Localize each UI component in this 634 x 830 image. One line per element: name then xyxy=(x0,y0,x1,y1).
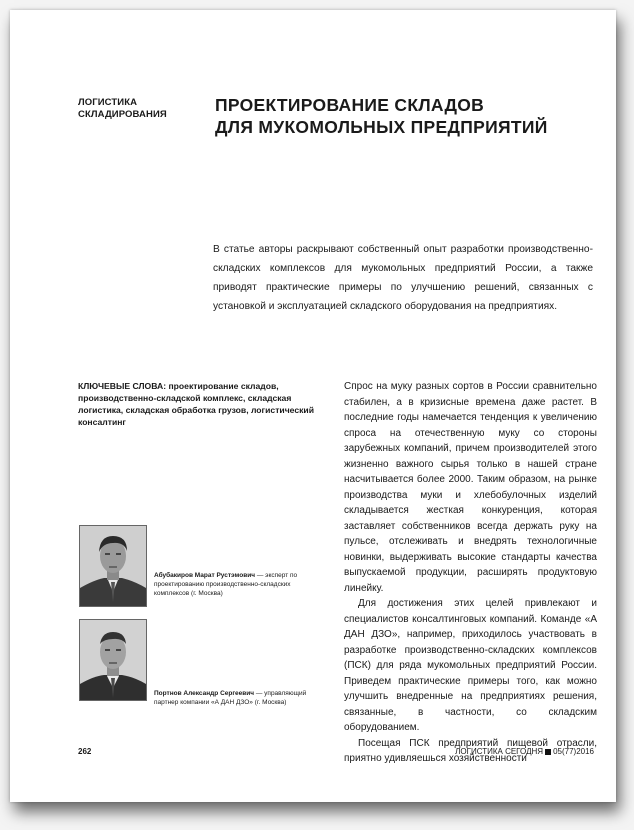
section-label xyxy=(78,97,167,121)
square-bullet-icon xyxy=(545,749,551,755)
article-body xyxy=(344,379,597,767)
journal-footer xyxy=(455,747,594,756)
section-label-line2: СКЛАДИРОВАНИЯ xyxy=(78,109,167,120)
journal-name: ЛОГИСТИКА СЕГОДНЯ xyxy=(455,747,544,756)
author-photo-2 xyxy=(79,619,147,701)
author-photo-1 xyxy=(79,525,147,607)
article-title-line2: ДЛЯ МУКОМОЛЬНЫХ ПРЕДПРИЯТИЙ xyxy=(215,117,548,137)
page-number: 262 xyxy=(78,747,92,756)
author-name-1: Абубакиров Марат Рустэмович xyxy=(154,572,256,579)
journal-issue: 05(77)2016 xyxy=(553,747,594,756)
author-desc-2: — управляющий партнер компании «А ДАН ДЗО» (г. Москва) xyxy=(154,690,307,706)
journal-page xyxy=(10,10,616,802)
author-caption-2 xyxy=(154,689,324,707)
keywords: КЛЮЧЕВЫЕ СЛОВА: проектирование складов, производственно-складской комплекс, складская логистика, складская обработка грузов, логистический консалтинг xyxy=(78,381,314,427)
author-desc-1: — эксперт по проектированию производственно-складских комплексов (г. Москва) xyxy=(154,572,298,597)
article-title xyxy=(215,94,548,138)
author-name-2: Портнов Александр Сергеевич xyxy=(154,690,255,697)
author-caption-1 xyxy=(154,571,324,598)
body-paragraph-1: Спрос на муку разных сортов в России сравнительно стабилен, а в кризисные времена даже растет. В последние годы намечается тенденция к увеличению спроса на отечественную муку со стороны зарубежных компаний, причем производителей этого жизненно важного сырья только в нашей стране насчитывается более 2000. Таким образом, на рынке производства муки и хлебобулочных изделий складывается жесткая конкуренция, которая заставляет собственников всегда держать руку на пульсе, отслеживать и внедрять технологичные новинки, выдерживать высокие стандарты качества выпускаемой продукции, расширять продуктовую линейку. xyxy=(344,381,597,594)
body-paragraph-2: Для достижения этих целей привлекают и специалистов консалтинговых компаний. Команде «А ДАН ДЗО», например, приходилось участвовать в разработке производственно-складских комплексов (ПСК) для ряда мукомольных предприятий России. Приведем практические примеры того, как можно улучшить внедренные на предприятиях решения, связанные, в частности, со складским оборудованием. xyxy=(344,598,597,733)
body-paragraph-3: Посещая ПСК предприятий пищевой отрасли, приятно удивляешься хозяйственности xyxy=(344,737,597,764)
abstract: В статье авторы раскрывают собственный опыт разработки производственно-складских комплексов для мукомольных предприятий России, а также приводят практические примеры по улучшению решений, связанных с установкой и эксплуатацией складского оборудования на предприятиях. xyxy=(213,244,593,312)
article-title-line1: ПРОЕКТИРОВАНИЕ СКЛАДОВ xyxy=(215,95,485,115)
section-label-line1: ЛОГИСТИКА xyxy=(78,97,138,108)
